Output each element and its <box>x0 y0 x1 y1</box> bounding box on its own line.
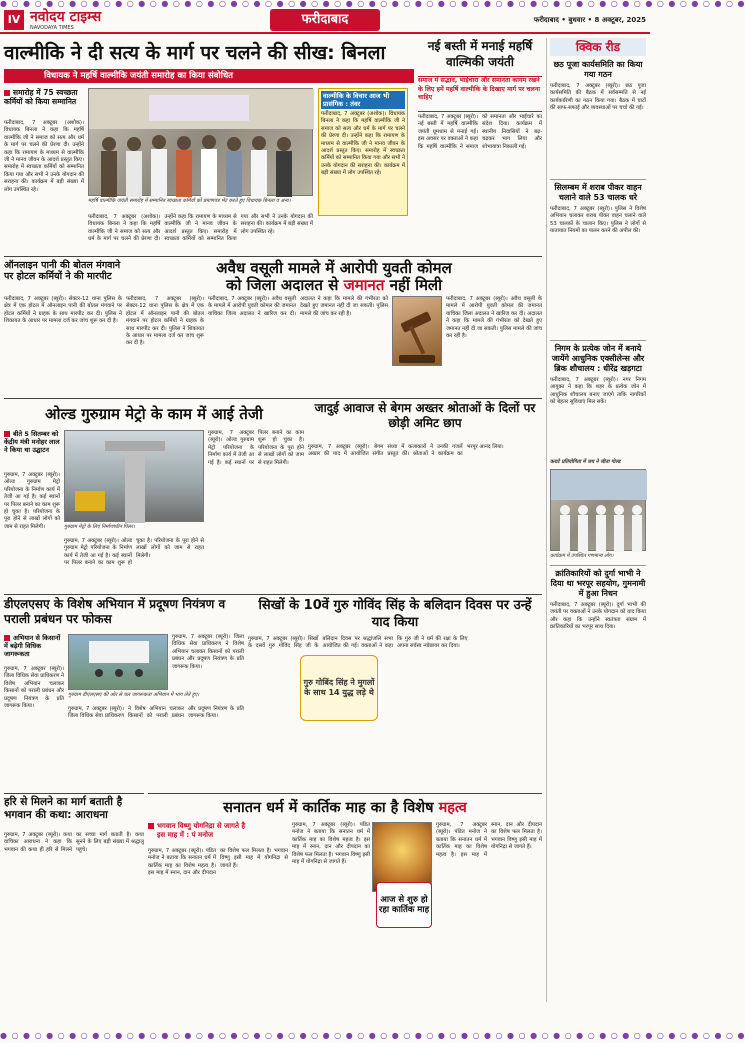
lead-photo <box>88 88 313 196</box>
qr-headline-1: छठ पूजा कार्यसमिति का किया गया गठन <box>553 60 643 79</box>
bullet-icon <box>4 635 10 641</box>
jadui-headline: जादुई आवाज से बेगम अख्तर श्रोताओं के दिलों पर छोड़ी अमिट छाप <box>314 401 536 430</box>
basti-subhead-box <box>418 76 542 112</box>
extortion-headline-b: को जिला अदालत से <box>226 276 339 294</box>
qr-headline-2: सिलम्बम में शराब पीकर वाहन चलाने वाले 53 चालक धरे <box>550 179 646 203</box>
lead-subhead: विधायक ने महर्षि वाल्मीकि जयंती समारोह का किया संबोधित <box>44 71 234 81</box>
hari-body: गुरुग्राम, 7 अक्टूबर (ब्यूरो)। कथा वाचिका आराधना ने कहा कि भगवान की कथा ही हरि से मिलने का सच्चा मार्ग बताती है। कथा सुनने के लिए बड़ी संख्या में श्रद्धालु पहुंचे। <box>4 832 144 853</box>
qr-caption-1: कराटे प्रतियोगिता में जय ने जीता गोल्ड <box>550 459 621 465</box>
gavel-image <box>392 296 442 366</box>
metro-headline: ओल्ड गुरुग्राम मेट्रो के काम में आई तेजी <box>45 405 263 423</box>
kartik-pull-quote-box <box>376 882 432 928</box>
lead-box <box>318 88 408 216</box>
quick-read-column <box>546 38 646 1002</box>
qr-body-2: फरीदाबाद, 7 अक्टूबर (ब्यूरो)। पुलिस ने विशेष अभियान चलाकर शराब पीकर वाहन चलाने वाले 53 चालकों के चालान किए। पुलिस ने लोगों से यातायात नियमों का पालन करने की अपील की। <box>550 206 646 235</box>
metro-side-head: बीते 5 सितम्बर को केंद्रीय मंत्री मनोहर लाल ने किया था उद्घाटन <box>4 430 60 454</box>
sikh-body: गुरुग्राम, 7 अक्टूबर (ब्यूरो)। सिखों के दसवें गुरु गोविंद सिंह जी के बलिदान दिवस पर श्रद्धांजलि सभा आयोजित की गई। वक्ताओं ने कहा कि गुरु जी ने धर्म की रक्षा के लिए अपना सर्वस्व न्योछावर कर दिया। <box>248 636 468 650</box>
hari-headline: हरि से मिलने का मार्ग बताती है भगवान की कथा: आराधना <box>4 796 123 821</box>
kartik-headline-red: महत्व <box>438 800 467 816</box>
basti-headline-box <box>418 38 542 74</box>
metro-headline-box <box>4 401 304 427</box>
lead-side-head: समारोह में 75 स्वच्छता कर्मियों को किया सम्मानित <box>4 88 78 106</box>
kartik-body-2: गुरुग्राम, 7 अक्टूबर (ब्यूरो)। पंडित मनोज ने बताया कि सनातन धर्म में कार्तिक माह का विशेष महत्व है। इस माह में स्नान, दान और दीपदान का विशेष फल मिलता है। भगवान विष्णु इसी माह में योगनिद्रा से जागते हैं। <box>292 822 370 866</box>
qr-body-1: फरीदाबाद, 7 अक्टूबर (ब्यूरो)। छठ पूजा कार्यसमिति की बैठक में सर्वसम्मति से नई कार्यकारिणी का गठन किया गया। बैठक में घाटों की साफ-सफाई और व्यवस्थाओं पर चर्चा की गई। <box>550 83 646 112</box>
kartik-headline-box <box>148 796 542 820</box>
lead-headline: वाल्मीकि ने दी सत्य के मार्ग पर चलने की सीख: बिनला <box>4 42 386 64</box>
metro-caption: गुरुग्राम मेट्रो के लिए निर्माणाधीन पिलर। <box>64 524 135 530</box>
water-headline-box <box>4 260 122 294</box>
kartik-pull-quote: आज से शुरु हो रहा कार्तिक माह <box>378 894 430 915</box>
dlsa-body-3: गुरुग्राम, 7 अक्टूबर (ब्यूरो)। जिला विधिक सेवा प्राधिकरण ने विशेष अभियान चलाकर किसानों को पराली प्रबंधन और प्रदूषण नियंत्रण के प्रति जागरूक किया। <box>68 706 244 720</box>
metro-body-2: गुरुग्राम, 7 अक्टूबर (ब्यूरो)। ओल्ड गुरुग्राम मेट्रो परियोजना के निर्माण कार्य में तेजी आ गई है। कई स्थानों पर पिलर बनाने का काम शुरू हो चुका है। परियोजना के पूरा होने से लाखों लोगों को जाम से राहत मिलेगी। <box>64 538 204 567</box>
qr-body-3: फरीदाबाद, 7 अक्टूबर (ब्यूरो)। नगर निगम आयुक्त ने कहा कि शहर के प्रत्येक जोन में आधुनिक शौचालय बनाए जाएंगे ताकि नागरिकों को बेहतर सुविधाएं मिल सकें। <box>550 377 646 406</box>
dateline: फरीदाबाद • बुधवार • 8 अक्टूबर, 2025 <box>533 16 646 24</box>
kartik-body-3: गुरुग्राम, 7 अक्टूबर (ब्यूरो)। पंडित मनोज ने बताया कि सनातन धर्म में कार्तिक माह का विशेष महत्व है। इस माह में स्नान, दान और दीपदान का विशेष फल मिलता है। भगवान विष्णु इसी माह में योगनिद्रा से जागते हैं। <box>436 822 542 858</box>
jadui-body: गुरुग्राम, 7 अक्टूबर (ब्यूरो)। बेगम अख्तर की याद में आयोजित संगीत संध्या में कलाकारों ने उनकी गजलें प्रस्तुत कीं। श्रोताओं ने कार्यक्रम का भरपूर आनंद लिया। <box>308 444 504 458</box>
dlsa-banner-figure <box>69 635 169 691</box>
dlsa-headline-box <box>4 597 244 631</box>
jadui-headline-box <box>308 401 542 441</box>
hari-headline-box <box>4 796 144 830</box>
qr-photo-figures <box>551 470 647 552</box>
divider <box>148 793 542 794</box>
extortion-body-2: फरीदाबाद, 7 अक्टूबर (ब्यूरो)। अवैध वसूली के मामले में आरोपी युवती कोमल की जमानत याचिका जिला अदालत ने खारिज कर दी। अदालत ने कहा कि मामले की गंभीरता को देखते हुए जमानत नहीं दी जा सकती। पुलिस मामले की जांच कर रही है। <box>446 296 542 340</box>
divider <box>4 793 144 794</box>
divider <box>4 398 542 399</box>
dlsa-photo <box>68 634 168 690</box>
extortion-headline-red: जमानत <box>343 276 385 294</box>
dlsa-side-head: अभियान से किसानों में बढ़ेगी विधिक जागरूकता <box>4 634 61 658</box>
qr-body-4: फरीदाबाद, 7 अक्टूबर (ब्यूरो)। दुर्गा भाभी की जयंती पर वक्ताओं ने उनके योगदान को याद किया और कहा कि उन्होंने स्वतंत्रता संग्राम में क्रांतिकारियों का भरपूर साथ दिया। <box>550 602 646 631</box>
lead-box-title: वाल्मीकि के विचार आज भी प्रासंगिक : तंवर <box>321 91 405 109</box>
metro-photo <box>64 430 204 522</box>
paper-sub: NAVODAYA TIMES <box>30 25 74 31</box>
metro-body-3: गुरुग्राम, 7 अक्टूबर (ब्यूरो)। ओल्ड गुरुग्राम मेट्रो परियोजना के निर्माण कार्य में तेजी आ गई है। कई स्थानों पर पिलर बनाने का काम शुरू हो चुका है। परियोजना के पूरा होने से लाखों लोगों को जाम से राहत मिलेगी। <box>208 430 304 466</box>
kartik-headline: सनातन धर्म में कार्तिक माह का है विशेष <box>223 800 434 816</box>
extortion-body: फरीदाबाद, 7 अक्टूबर (ब्यूरो)। अवैध वसूली के मामले में आरोपी युवती कोमल की जमानत याचिका जिला अदालत ने खारिज कर दी। अदालत ने कहा कि मामले की गंभीरता को देखते हुए जमानत नहीं दी जा सकती। पुलिस मामले की जांच कर रही है। <box>208 296 388 317</box>
extortion-headline-c: नहीं मिली <box>389 276 442 294</box>
dlsa-caption: गुरुग्राम डीएलएसए की ओर से चल जागरूकता अभियान में भाग लेते हुए। <box>68 692 200 698</box>
lead-side-head-box <box>4 88 84 116</box>
bottom-border: ● ○ ● ○ ● ○ ● ○ ● ○ ● ○ ● ○ ● ○ ● ○ ● ○ ● ○ ● ○ ● ○ ● ○ ● ○ ● ○ ● ○ ● ○ ● ○ ● ○ ● ○ ● ○ ● ○ ● ○ ● ○ ● ○ ● ○ ● ○ ● ○ ● ○ ● ○ ● ○ ● <box>0 1031 745 1040</box>
sikh-pull-quote: गुरु गोबिंद सिंह ने मुगलों के साथ 14 युद्ध लड़े थे <box>303 677 375 697</box>
kartik-subhead-box <box>148 822 288 846</box>
lead-subhead-bar <box>4 69 414 83</box>
kartik-subhead-a: भगवान विष्णु योगनिद्रा से जागते है <box>157 822 246 830</box>
paper-name: नवोदय टाइम्स <box>30 9 102 25</box>
water-headline: ऑनलाइन पानी की बोतल मंगवाने पर होटल कर्मियों ने की मारपीट <box>4 260 121 282</box>
top-border: ● ○ ● ○ ● ○ ● ○ ● ○ ● ○ ● ○ ● ○ ● ○ ● ○ ● ○ ● ○ ● ○ ● ○ ● ○ ● ○ ● ○ ● ○ ● ○ ● ○ ● ○ ● ○ ● ○ ● ○ ● ○ ● ○ ● ○ ● ○ ● ○ ● ○ ● ○ ● ○ ● <box>0 0 745 8</box>
lead-box-body: फरीदाबाद, 7 अक्टूबर (अशोक)। विधायक बिनला ने कहा कि महर्षि वाल्मीकि जी ने समाज को सत्य और धर्म के मार्ग पर चलने की प्रेरणा दी। उन्होंने कहा कि रामायण के माध्यम से वाल्मीकि जी ने मानव जीवन के आदर्श प्रस्तुत किए। समारोह में स्वच्छता कर्मियों को सम्मानित किया गया और सभी ने उनके योगदान की सराहना की। कार्यक्रम में बड़ी संख्या में लोग उपस्थित रहे। <box>321 111 405 177</box>
extortion-headline-a: अवैध वसूली मामले में आरोपी युवती कोमल <box>216 259 452 277</box>
quick-read-title: क्विक रीड <box>550 38 646 56</box>
bullet-icon <box>4 431 10 437</box>
qr-caption-2: कार्यक्रम में उपस्थित गणमान्य लोग। <box>550 553 614 559</box>
basti-headline: नई बस्ती में मनाई महर्षि वाल्मिकी जयंती <box>427 39 533 69</box>
metro-side-head-box <box>4 430 60 470</box>
gavel-icon <box>393 297 443 367</box>
sikh-pull-quote-box <box>300 655 378 721</box>
dlsa-body-2: गुरुग्राम, 7 अक्टूबर (ब्यूरो)। जिला विधिक सेवा प्राधिकरण ने विशेष अभियान चलाकर किसानों को पराली प्रबंधन और प्रदूषण नियंत्रण के प्रति जागरूक किया। <box>172 634 244 670</box>
lead-caption: महर्षि वाल्मीकि जयंती समारोह में सम्मानित स्वच्छता कर्मियों को प्रमाणपत्र भेंट करते हुए विधायक बिनला व अन्य। <box>88 198 291 204</box>
extortion-headline-box <box>126 260 542 294</box>
lead-body-col1: फरीदाबाद, 7 अक्टूबर (अशोक)। विधायक बिनला ने कहा कि महर्षि वाल्मीकि जी ने समाज को सत्य और धर्म के मार्ग पर चलने की प्रेरणा दी। उन्होंने कहा कि रामायण के माध्यम से वाल्मीकि जी ने मानव जीवन के आदर्श प्रस्तुत किए। समारोह में स्वच्छता कर्मियों को सम्मानित किया गया और सभी ने उनके योगदान की सराहना की। कार्यक्रम में बड़ी संख्या में लोग उपस्थित रहे। <box>4 120 84 193</box>
dlsa-side-head-box <box>4 634 64 664</box>
divider <box>4 594 542 595</box>
metro-body: गुरुग्राम, 7 अक्टूबर (ब्यूरो)। ओल्ड गुरुग्राम मेट्रो परियोजना के निर्माण कार्य में तेजी आ गई है। कई स्थानों पर पिलर बनाने का काम शुरू हो चुका है। परियोजना के पूरा होने से लाखों लोगों को जाम से राहत मिलेगी। <box>4 472 60 530</box>
page-number: IV <box>4 10 24 30</box>
dlsa-body: गुरुग्राम, 7 अक्टूबर (ब्यूरो)। जिला विधिक सेवा प्राधिकरण ने विशेष अभियान चलाकर किसानों को पराली प्रबंधन और प्रदूषण नियंत्रण के प्रति जागरूक किया। <box>4 666 64 710</box>
qr-headline-3: निगम के प्रत्येक जोन में बनाये जायेंगे आधुनिक एक्सीलेन्स और ब्रिक शौचालय : धीरेंद्र खड़गटा <box>550 340 646 374</box>
kartik-right-area <box>372 822 542 1002</box>
dlsa-headline: डीएलएसए के विशेष अभियान में प्रदूषण नियंत्रण व पराली प्रबंधन पर फोकस <box>4 597 226 626</box>
water-body: फरीदाबाद, 7 अक्टूबर (ब्यूरो)। सेक्टर-12 थाना पुलिस के क्षेत्र में एक होटल में ऑनलाइन पानी की बोतल मंगवाने पर होटल कर्मियों ने ग्राहक के साथ मारपीट कर दी। पुलिस ने शिकायत के आधार पर मामला दर्ज कर जांच शुरू कर दी है। <box>4 296 122 325</box>
city-label: फरीदाबाद <box>270 9 380 31</box>
water-body-2: फरीदाबाद, 7 अक्टूबर (ब्यूरो)। सेक्टर-12 थाना पुलिस के क्षेत्र में एक होटल में ऑनलाइन पानी की बोतल मंगवाने पर होटल कर्मियों ने ग्राहक के साथ मारपीट कर दी। पुलिस ने शिकायत के आधार पर मामला दर्ज कर जांच शुरू कर दी है। <box>126 296 204 347</box>
sikh-headline-box <box>248 597 542 633</box>
qr-headline-4: क्रांतिकारियों को दुर्गा भाभी ने दिया था भरपूर सहयोग, गुमनामी में हुआ निधन <box>550 565 646 599</box>
basti-subhead: समाज में सद्भाव, भाईचारा और समानता कायम रखने के लिए हमें महर्षि वाल्मीकि के दिखाए मार्ग पर चलना चाहिए <box>418 77 540 101</box>
basti-body: फरीदाबाद, 7 अक्टूबर (ब्यूरो)। नई बस्ती में महर्षि वाल्मीकि जयंती धूमधाम से मनाई गई। इस अवसर पर वक्ताओं ने कहा कि महर्षि वाल्मीकि ने समाज को समानता और भाईचारे का संदेश दिया। कार्यक्रम में स्थानीय निवासियों ने बढ़-चढ़कर भाग लिया और शोभायात्रा निकाली गई। <box>418 114 542 150</box>
sikh-headline: सिखों के 10वें गुरु गोविंद सिंह के बलिदान दिवस पर उन्हें याद किया <box>258 598 532 630</box>
kartik-body: गुरुग्राम, 7 अक्टूबर (ब्यूरो)। पंडित मनोज ने बताया कि सनातन धर्म में कार्तिक माह का विशेष महत्व है। इस माह में स्नान, दान और दीपदान का विशेष फल मिलता है। भगवान विष्णु इसी माह में योगनिद्रा से जागते हैं। <box>148 848 288 877</box>
divider <box>4 256 542 257</box>
kartik-subhead-b: इस माह में : पं मनोज <box>157 831 214 839</box>
bullet-icon <box>4 90 10 96</box>
qr-photo <box>550 469 646 551</box>
lead-photo-figures <box>89 89 314 197</box>
bullet-icon <box>148 823 154 829</box>
lead-headline-box <box>4 38 414 68</box>
lead-body-cols: फरीदाबाद, 7 अक्टूबर (अशोक)। विधायक बिनला ने कहा कि महर्षि वाल्मीकि जी ने समाज को सत्य और धर्म के मार्ग पर चलने की प्रेरणा दी। उन्होंने कहा कि रामायण के माध्यम से वाल्मीकि जी ने मानव जीवन के आदर्श प्रस्तुत किए। समारोह में स्वच्छता कर्मियों को सम्मानित किया गया और सभी ने उनके योगदान की सराहना की। कार्यक्रम में बड़ी संख्या में लोग उपस्थित रहे। <box>88 214 313 243</box>
masthead <box>0 8 650 34</box>
metro-pillar-figure <box>65 431 205 523</box>
